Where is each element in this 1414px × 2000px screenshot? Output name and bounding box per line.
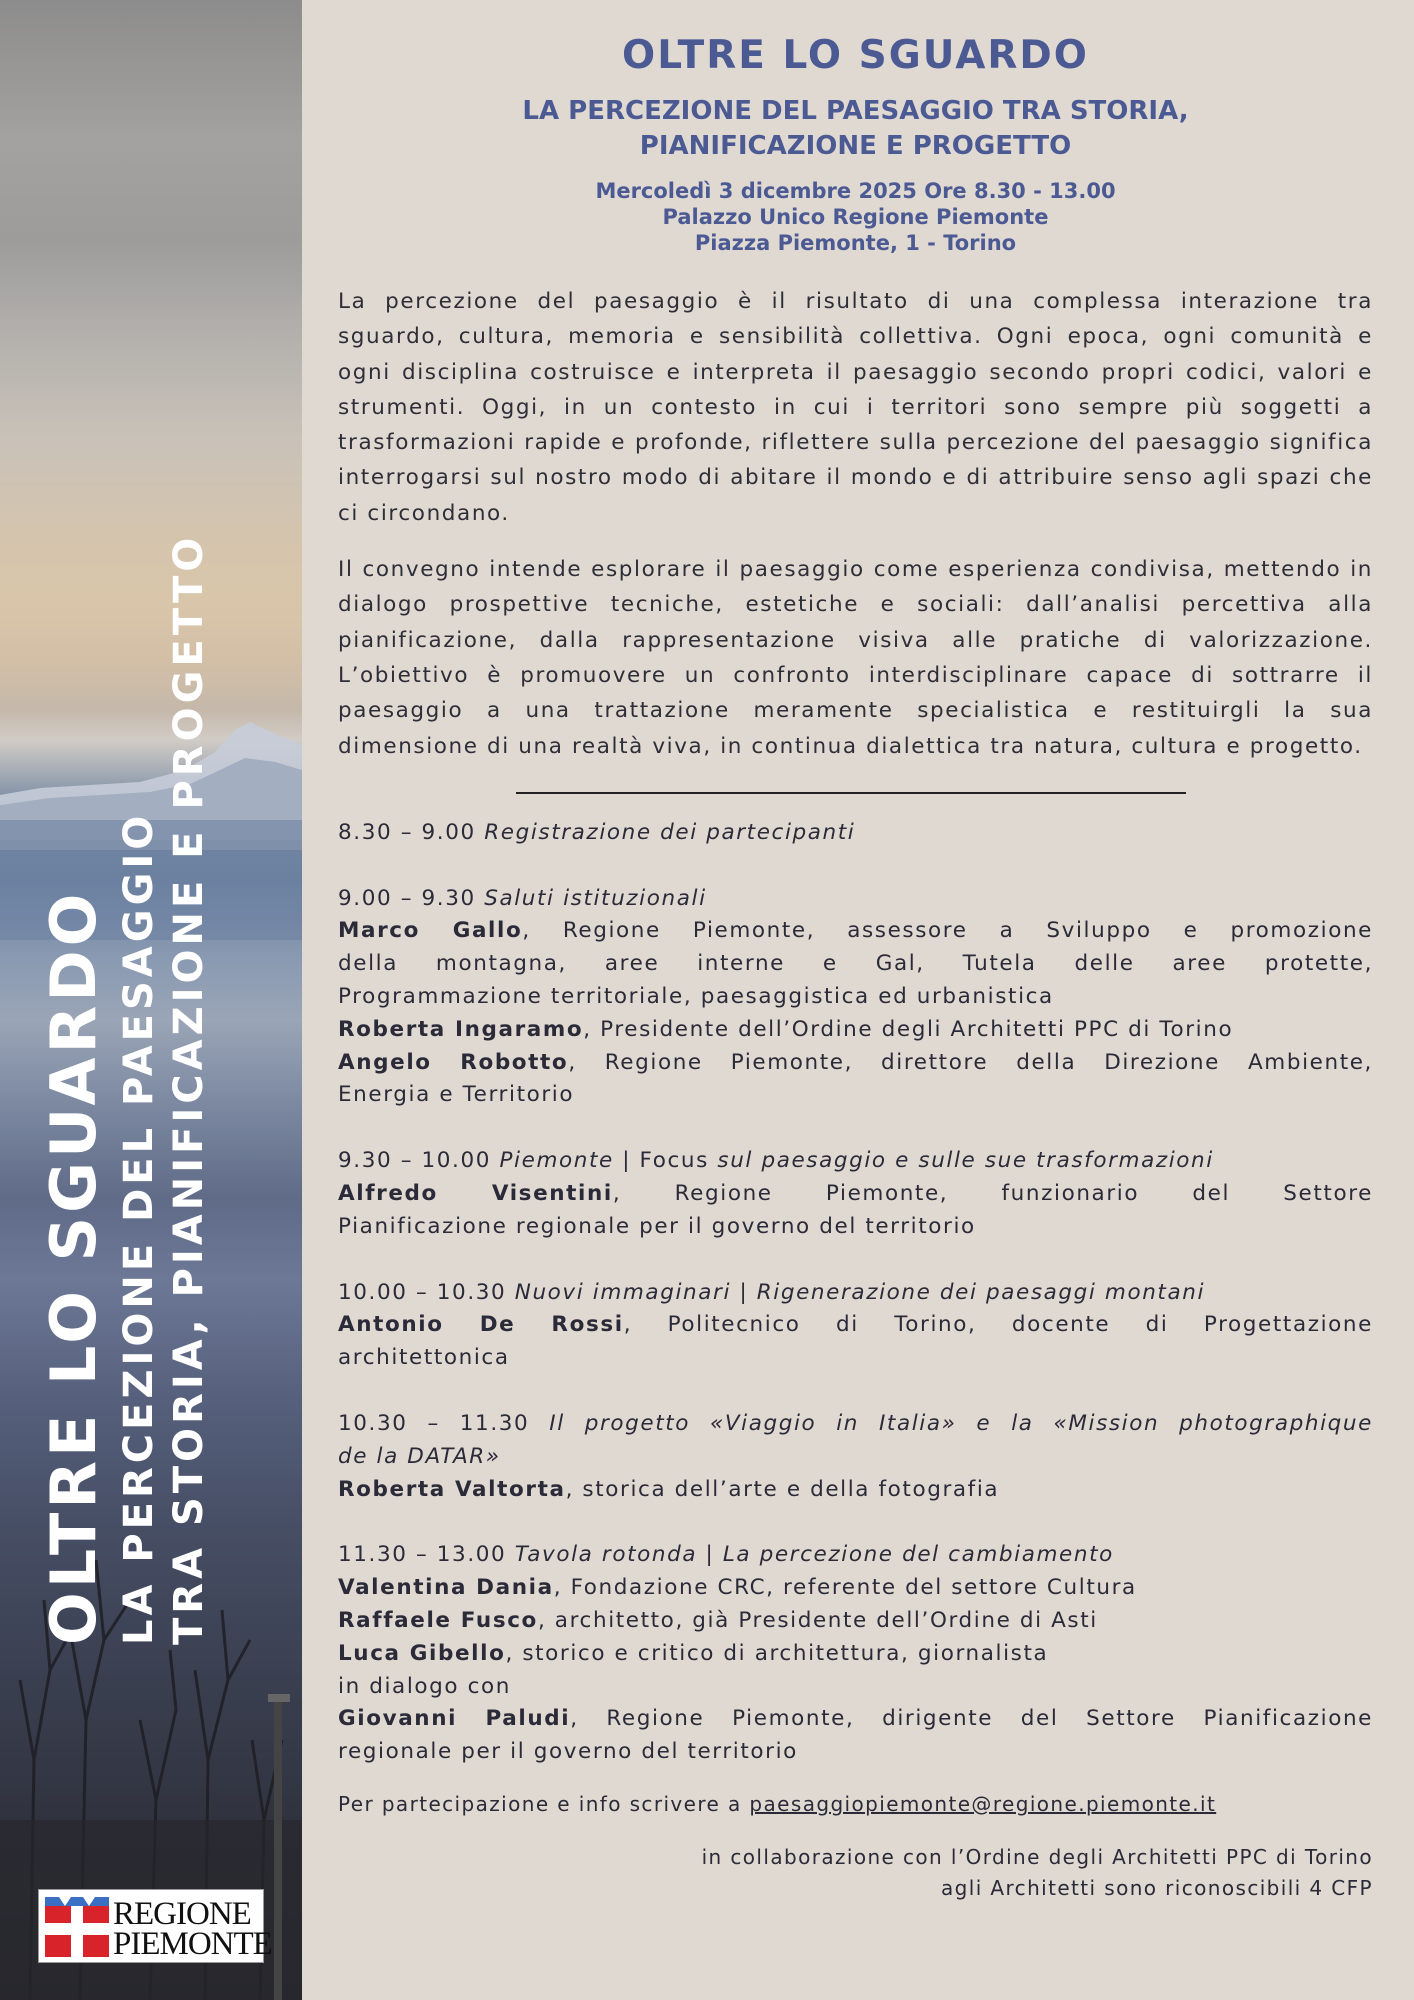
speaker-name: Valentina Dania	[338, 1575, 554, 1601]
speaker-line	[338, 915, 1373, 948]
logo-text	[113, 1896, 272, 1962]
slot-separator: | Focus	[613, 1148, 718, 1174]
speaker-name: Angelo Robotto	[338, 1049, 569, 1075]
logo-line-1: REGIONE	[113, 1896, 251, 1932]
intro-paragraph-1: La percezione del paesaggio è il risultato di una complessa interazione tra sguardo, cultura, memoria e sensibilità collettiva. Ogni epoca, ogni comunità e ogni disciplina costruisce e interpreta il paesaggio secondo propri codici, valori e strumenti. Oggi, in un contesto in cui i territori sono sempre più soggetti a trasformazioni rapide e profonde, riflettere sulla percezione del paesaggio significa interrogarsi sul nostro modo di abitare il mondo e di attribuire senso agli spazi che ci circondano.	[338, 289, 1373, 526]
subtitle-line-1: LA PERCEZIONE DEL PAESAGGIO TRA STORIA,	[522, 96, 1189, 126]
slot-time: 8.30 – 9.00	[338, 819, 485, 845]
speaker-line-cont: Programmazione territoriale, paesaggistica ed urbanistica	[338, 984, 1054, 1010]
speaker-role: , Regione Piemonte, direttore della Direzione Ambiente,	[568, 1049, 1373, 1075]
footer-collaboration: in collaborazione con l’Ordine degli Architetti PPC di Torino	[701, 1844, 1373, 1869]
slot-heading	[338, 817, 1373, 850]
slot-heading	[338, 883, 1373, 916]
slot-title: Il progetto «Viaggio in Italia» e la «Mission photographique	[549, 1411, 1373, 1437]
slot-heading	[338, 1145, 1373, 1178]
slot-title-cont: de la DATAR»	[338, 1443, 501, 1469]
speaker-role: , Regione Piemonte, dirigente del Settore Pianificazione	[570, 1706, 1373, 1732]
speaker-line	[338, 1178, 1373, 1211]
program-slot	[338, 1145, 1373, 1243]
event-info	[338, 178, 1373, 256]
program-slot	[338, 1539, 1373, 1769]
speaker-line-cont: della montagna, aree interne e Gal, Tutela delle aree protette,	[338, 951, 1373, 977]
speaker-role: , architetto, già Presidente dell’Ordine di Asti	[537, 1608, 1098, 1633]
speaker-line	[338, 1474, 1373, 1507]
speaker-role: , Presidente dell’Ordine degli Architetti PPC di Torino	[583, 1016, 1234, 1042]
speaker-name: Alfredo Visentini	[338, 1181, 613, 1207]
sidebar-photo	[0, 0, 302, 2000]
event-address: Piazza Piemonte, 1 - Torino	[694, 231, 1017, 255]
speaker-line	[338, 1605, 1373, 1638]
speaker-line	[338, 1638, 1373, 1671]
vertical-title-sub2: TRA STORIA, PIANIFICAZIONE E PROGETTO	[166, 533, 212, 1645]
subtitle-line-2: PIANIFICAZIONE E PROGETTO	[639, 131, 1072, 161]
speaker-line	[338, 1014, 1373, 1047]
vertical-title	[37, 533, 214, 1645]
contact-label: Per partecipazione e info scrivere a	[338, 1791, 750, 1816]
footer	[338, 1842, 1373, 1904]
speaker-role: , Fondazione CRC, referente del settore Cultura	[553, 1575, 1137, 1601]
page-subtitle	[338, 94, 1373, 164]
divider	[516, 792, 1186, 794]
program	[338, 817, 1373, 1769]
contact-info	[338, 1789, 1373, 1819]
contact-email-link[interactable]: paesaggiopiemonte@regione.piemonte.it	[749, 1791, 1217, 1816]
slot-time: 11.30 – 13.00	[338, 1542, 515, 1568]
slot-title: Nuovi immaginari | Rigenerazione dei paesaggi montani	[514, 1279, 1206, 1305]
speaker-role: , Regione Piemonte, funzionario del Settore	[612, 1181, 1373, 1207]
speaker-role: , Regione Piemonte, assessore a Sviluppo e promozione	[522, 918, 1374, 944]
slot-title: Tavola rotonda | La percezione del cambiamento	[514, 1542, 1114, 1568]
regione-piemonte-logo	[38, 1889, 272, 1963]
speaker-name: Luca Gibello	[338, 1640, 506, 1666]
speaker-line-cont: architettonica	[338, 1345, 510, 1371]
slot-title: Piemonte	[499, 1148, 614, 1174]
page-title: OLTRE LO SGUARDO	[622, 33, 1089, 78]
speaker-line	[338, 1703, 1373, 1736]
program-slot	[338, 817, 1373, 850]
dialogue-label: in dialogo con	[338, 1673, 511, 1699]
logo-line-2: PIEMONTE	[113, 1926, 272, 1962]
speaker-role: , storica dell’arte e della fotografia	[565, 1476, 1000, 1502]
slot-time: 10.00 – 10.30	[338, 1279, 515, 1305]
speaker-line-cont: regionale per il governo del territorio	[338, 1739, 798, 1765]
slot-title: Registrazione dei partecipanti	[484, 819, 856, 845]
speaker-name: Raffaele Fusco	[338, 1608, 538, 1633]
program-slot	[338, 1277, 1373, 1375]
slot-time: 9.00 – 9.30	[338, 885, 485, 911]
main-content	[338, 0, 1373, 1904]
speaker-line-cont: Pianificazione regionale per il governo del territorio	[338, 1213, 976, 1239]
program-slot	[338, 883, 1373, 1113]
speaker-name: Giovanni Paludi	[338, 1706, 571, 1732]
event-venue: Palazzo Unico Regione Piemonte	[662, 205, 1049, 229]
speaker-role: , storico e critico di architettura, giornalista	[505, 1640, 1049, 1666]
speaker-name: Roberta Valtorta	[338, 1476, 566, 1502]
slot-time: 10.30 – 11.30	[338, 1411, 550, 1437]
slot-time: 9.30 – 10.00	[338, 1148, 500, 1174]
speaker-name: Roberta Ingaramo	[338, 1016, 584, 1042]
slot-title: Saluti istituzionali	[484, 885, 707, 911]
slot-heading	[338, 1277, 1373, 1310]
speaker-line	[338, 1047, 1373, 1080]
speaker-line	[338, 1572, 1373, 1605]
speaker-line-cont: Energia e Territorio	[338, 1082, 575, 1108]
slot-title: sul paesaggio e sulle sue trasformazioni	[717, 1148, 1214, 1174]
piemonte-crest-icon	[45, 1897, 109, 1957]
event-date-time: Mercoledì 3 dicembre 2025 Ore 8.30 - 13.00	[595, 179, 1116, 203]
speaker-name: Marco Gallo	[338, 918, 523, 944]
slot-heading	[338, 1539, 1373, 1572]
intro-paragraph-2: Il convegno intende esplorare il paesaggio come esperienza condivisa, mettendo in dialogo prospettive tecniche, estetiche e sociali: dall’analisi percettiva alla pianificazione, dalla rappresentazione visiva alle pratiche di valorizzazione. L’obiettivo è promuovere un confronto interdisciplinare capace di sottrarre il paesaggio a una trattazione meramente specialistica e restituirgli la sua dimensione di una realtà viva, in continua dialettica tra natura, cultura e progetto.	[338, 557, 1373, 759]
speaker-role: , Politecnico di Torino, docente di Progettazione	[623, 1312, 1373, 1338]
program-slot	[338, 1408, 1373, 1506]
vertical-title-main: OLTRE LO SGUARDO	[37, 889, 110, 1645]
slot-heading	[338, 1408, 1373, 1441]
footer-cfp: agli Architetti sono riconoscibili 4 CFP	[940, 1875, 1373, 1900]
vertical-title-sub1: LA PERCEZIONE DEL PAESAGGIO	[116, 811, 162, 1645]
speaker-name: Antonio De Rossi	[338, 1312, 624, 1338]
speaker-line	[338, 1309, 1373, 1342]
